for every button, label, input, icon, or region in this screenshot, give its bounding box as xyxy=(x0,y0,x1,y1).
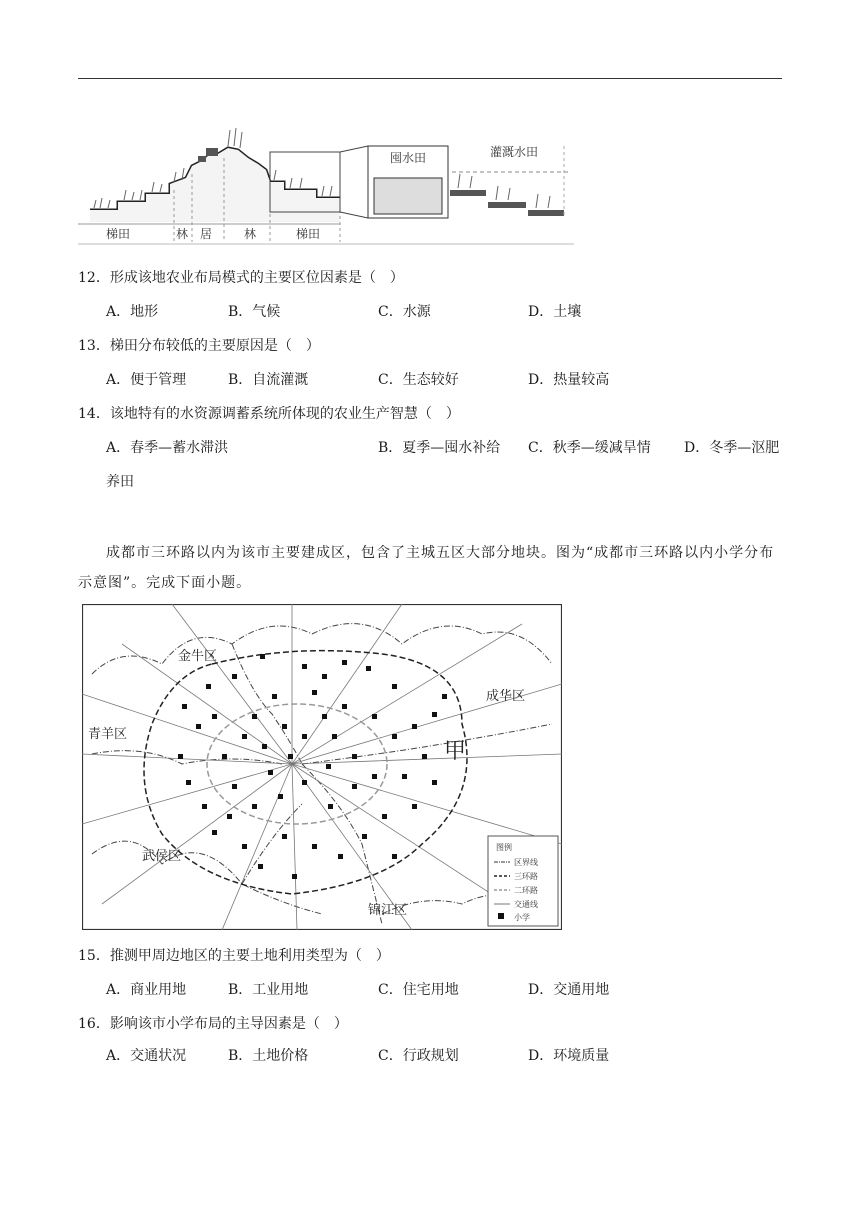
question-12 xyxy=(78,268,404,288)
option-b: B．土地价格 xyxy=(228,1048,309,1064)
option-a: A．便于管理 xyxy=(106,372,187,388)
option-b: B．夏季—囤水补给 xyxy=(378,440,501,456)
question-text: 形成该地农业布局模式的主要区位因素是（ ） xyxy=(109,270,404,286)
legend-second-ring: 二环路 xyxy=(514,886,538,895)
residence-label: 居 xyxy=(199,227,213,241)
option-d-continued: 养田 xyxy=(106,474,134,490)
option-c: C．水源 xyxy=(378,304,431,320)
question-16 xyxy=(78,1014,348,1034)
question-number: 14． xyxy=(78,406,110,422)
option-c: C．秋季—缓减旱情 xyxy=(528,440,651,456)
option-c: C．行政规划 xyxy=(378,1048,459,1064)
district-chenghua: 成华区 xyxy=(486,689,526,704)
legend-district-boundary: 区界线 xyxy=(514,858,538,867)
legend-title: 图例 xyxy=(496,843,512,852)
weir-paddy-label: 囤水田 xyxy=(389,151,427,165)
legend-school: 小学 xyxy=(514,913,530,922)
question-number: 13． xyxy=(78,338,110,354)
option-c: C．住宅用地 xyxy=(378,982,459,998)
option-d: D．环境质量 xyxy=(528,1048,610,1064)
legend-third-ring: 三环路 xyxy=(514,872,538,881)
option-b: B．气候 xyxy=(228,304,281,320)
question-number: 15． xyxy=(78,948,110,964)
district-jinniu: 金牛区 xyxy=(178,649,218,664)
terrace-label-1: 梯田 xyxy=(105,227,131,241)
irrigated-paddy-label: 灌溉水田 xyxy=(489,145,539,159)
district-qingyang: 青羊区 xyxy=(88,727,128,742)
question-number: 16． xyxy=(78,1016,110,1032)
question-text: 该地特有的水资源调蓄系统所体现的农业生产智慧（ ） xyxy=(109,406,460,422)
chengdu-school-map xyxy=(82,604,562,930)
option-c: C．生态较好 xyxy=(378,372,459,388)
district-wuhou: 武侯区 xyxy=(142,849,182,864)
header-rule xyxy=(78,78,782,79)
question-text: 推测甲周边地区的主要土地利用类型为（ ） xyxy=(109,948,390,964)
question-text: 梯田分布较低的主要原因是（ ） xyxy=(109,338,320,354)
terrace-profile-figure xyxy=(78,118,574,250)
option-d: D．冬季—沤肥 xyxy=(684,440,780,456)
terrace-label-2: 梯田 xyxy=(295,227,321,241)
option-d: D．热量较高 xyxy=(528,372,610,388)
option-b: B．自流灌溉 xyxy=(228,372,309,388)
district-jinjiang: 锦江区 xyxy=(368,903,408,918)
option-a: A．地形 xyxy=(106,304,159,320)
option-a: A．交通状况 xyxy=(106,1048,187,1064)
option-a: A．春季—蓄水滞洪 xyxy=(106,440,229,456)
jia-label: 甲 xyxy=(444,739,467,764)
option-d: D．土壤 xyxy=(528,304,582,320)
reading-passage xyxy=(78,538,782,598)
question-13 xyxy=(78,336,320,356)
question-text: 影响该市小学布局的主导因素是（ ） xyxy=(109,1016,348,1032)
forest-label-2: 林 xyxy=(243,227,257,241)
legend-traffic-line: 交通线 xyxy=(514,900,538,909)
question-number: 12． xyxy=(78,270,110,286)
question-14 xyxy=(78,404,460,424)
option-b: B．工业用地 xyxy=(228,982,309,998)
question-15 xyxy=(78,946,390,966)
passage-text: 成都市三环路以内为该市主要建成区，包含了主城五区大部分地块。图为“成都市三环路以内小学分布示意图”。完成下面小题。 xyxy=(78,545,775,591)
forest-label-1: 林 xyxy=(175,227,189,241)
option-a: A．商业用地 xyxy=(106,982,187,998)
option-d: D．交通用地 xyxy=(528,982,610,998)
